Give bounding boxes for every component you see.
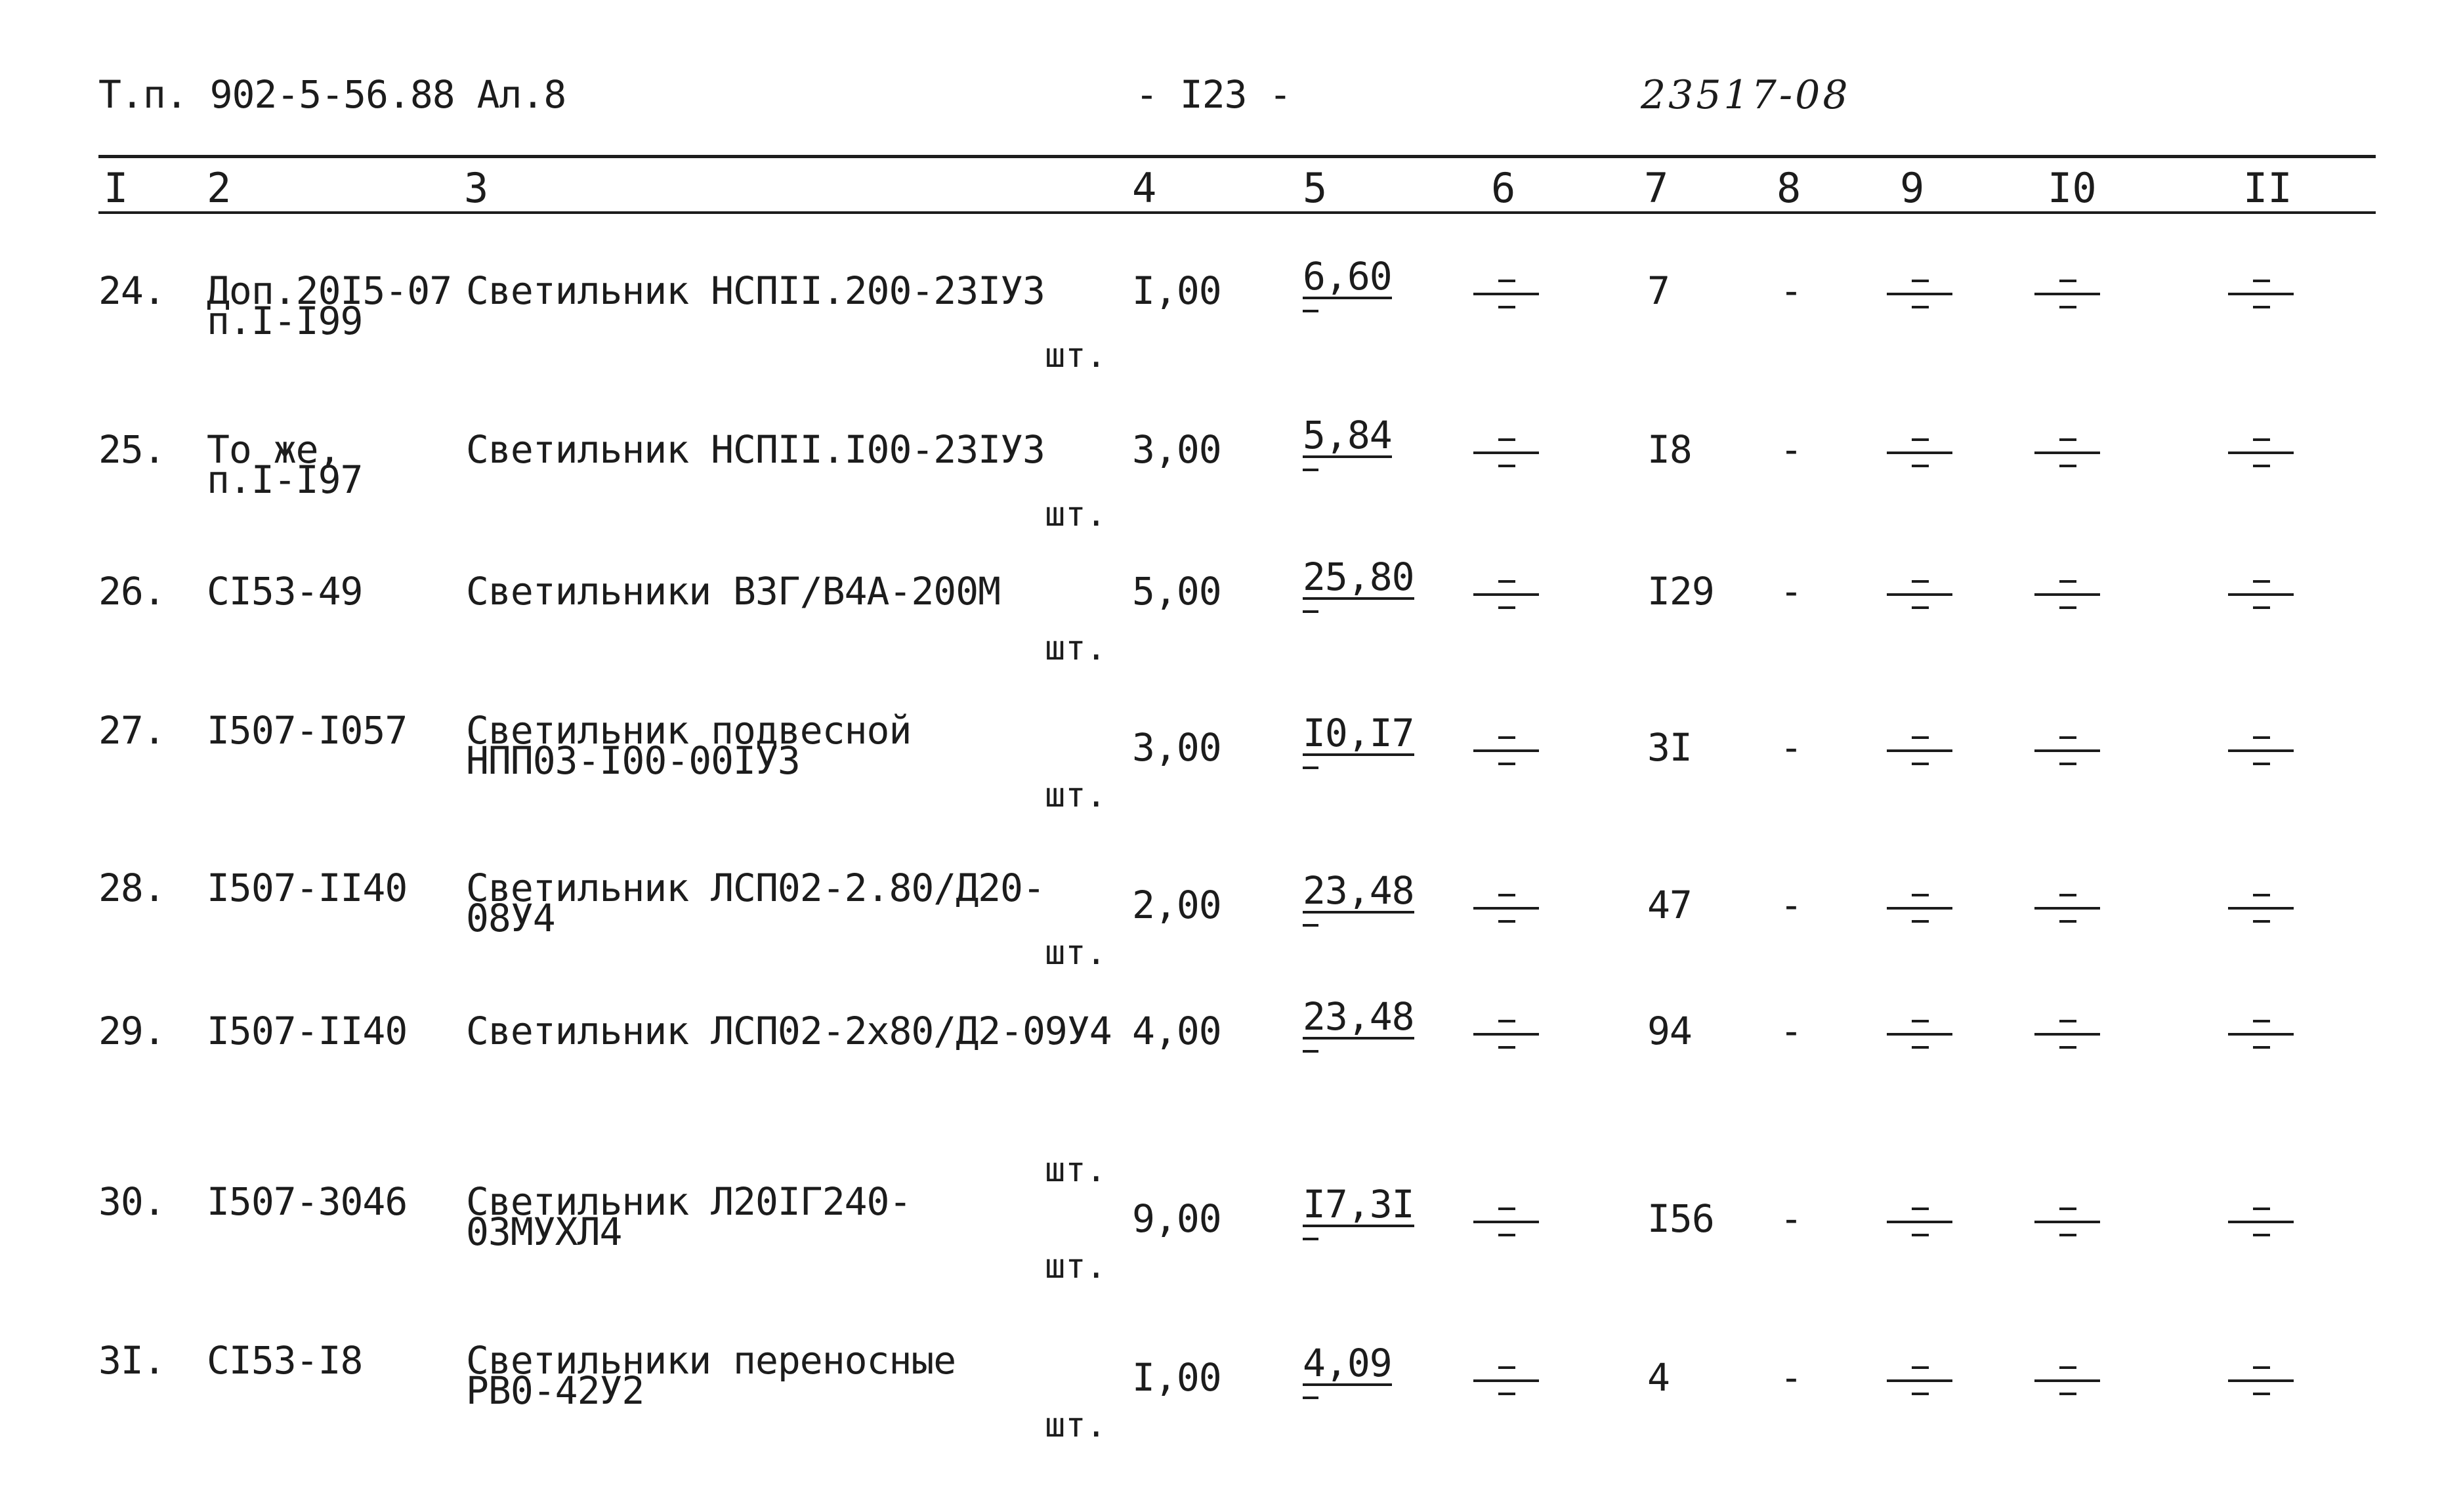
column-8-value: - xyxy=(1780,1196,1802,1241)
ditto-mark xyxy=(2034,1366,2100,1395)
column-8-value: - xyxy=(1780,569,1802,614)
quantity: 3,00 xyxy=(1132,725,1221,770)
ditto-mark xyxy=(2228,438,2294,467)
ditto-mark xyxy=(2228,280,2294,308)
ditto-mark xyxy=(2034,438,2100,467)
total-cost: I56 xyxy=(1647,1196,1714,1241)
column-8-value: - xyxy=(1780,268,1802,313)
column-8-value: - xyxy=(1780,883,1802,927)
column-number: 2 xyxy=(207,164,232,212)
unit: шт. xyxy=(1045,629,1106,668)
column-number: I xyxy=(104,164,129,212)
unit-price: 23,48 xyxy=(1303,998,1414,1053)
unit-price: 6,60 xyxy=(1303,257,1392,312)
ditto-mark xyxy=(2228,1208,2294,1236)
total-cost: 4 xyxy=(1647,1355,1670,1400)
quantity: 5,00 xyxy=(1132,569,1221,614)
page-number: - I23 - xyxy=(1135,72,1292,117)
ditto-mark xyxy=(1887,1208,1952,1236)
ditto-mark xyxy=(2228,736,2294,765)
unit-price: I7,3I xyxy=(1303,1185,1414,1240)
column-8-value: - xyxy=(1780,1355,1802,1400)
column-number: I0 xyxy=(2048,164,2097,212)
ditto-mark xyxy=(2034,280,2100,308)
unit: шт. xyxy=(1045,776,1106,815)
ditto-mark xyxy=(2228,1366,2294,1395)
column-number: 4 xyxy=(1132,164,1157,212)
quantity: I,00 xyxy=(1132,268,1221,313)
reference: I507-3046 xyxy=(207,1179,408,1224)
ditto-mark xyxy=(2034,736,2100,765)
ditto-mark-col6 xyxy=(1473,438,1539,467)
unit: шт. xyxy=(1045,1406,1106,1445)
quantity: I,00 xyxy=(1132,1355,1221,1400)
reference: I507-I057 xyxy=(207,708,408,753)
column-number: 3 xyxy=(464,164,489,212)
item-number: 26. xyxy=(98,569,165,614)
item-number: 25. xyxy=(98,427,165,472)
ditto-mark-col6 xyxy=(1473,736,1539,765)
item-number: 3I. xyxy=(98,1338,165,1383)
unit-price: 5,84 xyxy=(1303,416,1392,471)
column-number: 6 xyxy=(1491,164,1516,212)
ditto-mark xyxy=(2034,1208,2100,1236)
handwritten-number: 23517-08 xyxy=(1641,72,1851,118)
header-rule-top xyxy=(98,155,2376,158)
ditto-mark xyxy=(2034,1020,2100,1049)
document-code: Т.п. 902-5-56.88 Ал.8 xyxy=(98,72,566,117)
ditto-mark xyxy=(2034,894,2100,923)
total-cost: 94 xyxy=(1647,1009,1692,1053)
column-number: 8 xyxy=(1777,164,1801,212)
column-number: 7 xyxy=(1644,164,1669,212)
reference: Доп.20I5-07 п.I-I99 xyxy=(207,268,452,343)
unit-price: I0,I7 xyxy=(1303,714,1414,769)
item-number: 29. xyxy=(98,1009,165,1053)
ditto-mark xyxy=(2228,1020,2294,1049)
item-number: 28. xyxy=(98,866,165,910)
ditto-mark xyxy=(1887,580,1952,609)
item-description: Светильник ЛСП02-2х80/Д2-09У4 xyxy=(466,1009,1112,1053)
total-cost: 47 xyxy=(1647,883,1692,927)
item-description: Светильник Л20IГ240- 03МУХЛ4 xyxy=(466,1179,912,1254)
column-number: 9 xyxy=(1900,164,1925,212)
ditto-mark xyxy=(1887,1020,1952,1049)
ditto-mark-col6 xyxy=(1473,894,1539,923)
ditto-mark xyxy=(2228,894,2294,923)
ditto-mark xyxy=(1887,280,1952,308)
ditto-mark-col6 xyxy=(1473,580,1539,609)
item-description: Светильник ЛСП02-2.80/Д20- 08У4 xyxy=(466,866,1045,940)
total-cost: I8 xyxy=(1647,427,1692,472)
quantity: 4,00 xyxy=(1132,1009,1221,1053)
unit-price: 25,80 xyxy=(1303,558,1414,613)
quantity: 9,00 xyxy=(1132,1196,1221,1241)
reference: СI53-49 xyxy=(207,569,363,614)
column-8-value: - xyxy=(1780,1009,1802,1053)
unit: шт. xyxy=(1045,336,1106,375)
item-number: 30. xyxy=(98,1179,165,1224)
item-description: Светильник НСПII.200-23IУ3 xyxy=(466,268,1045,313)
reference: То же, п.I-I97 xyxy=(207,427,363,502)
ditto-mark xyxy=(1887,1366,1952,1395)
column-8-value: - xyxy=(1780,725,1802,770)
item-number: 24. xyxy=(98,268,165,313)
header-rule-bottom xyxy=(98,211,2376,214)
quantity: 2,00 xyxy=(1132,883,1221,927)
item-description: Светильники переносные РВ0-42У2 xyxy=(466,1338,956,1413)
ditto-mark xyxy=(2228,580,2294,609)
ditto-mark xyxy=(1887,894,1952,923)
item-description: Светильник подвесной НПП03-I00-00IУ3 xyxy=(466,708,912,783)
ditto-mark-col6 xyxy=(1473,1020,1539,1049)
item-number: 27. xyxy=(98,708,165,753)
ditto-mark xyxy=(2034,580,2100,609)
quantity: 3,00 xyxy=(1132,427,1221,472)
unit: шт. xyxy=(1045,1247,1106,1286)
unit: шт. xyxy=(1045,495,1106,534)
unit-price: 4,09 xyxy=(1303,1344,1392,1399)
item-description: Светильники ВЗГ/В4А-200М xyxy=(466,569,1001,614)
reference: I507-II40 xyxy=(207,1009,408,1053)
total-cost: 7 xyxy=(1647,268,1670,313)
item-description: Светильник НСПII.I00-23IУ3 xyxy=(466,427,1045,472)
ditto-mark-col6 xyxy=(1473,280,1539,308)
column-number: 5 xyxy=(1303,164,1328,212)
ditto-mark-col6 xyxy=(1473,1366,1539,1395)
unit: шт. xyxy=(1045,1150,1106,1190)
reference: I507-II40 xyxy=(207,866,408,910)
column-number: II xyxy=(2243,164,2292,212)
ditto-mark-col6 xyxy=(1473,1208,1539,1236)
column-8-value: - xyxy=(1780,427,1802,472)
total-cost: I29 xyxy=(1647,569,1714,614)
unit-price: 23,48 xyxy=(1303,872,1414,927)
ditto-mark xyxy=(1887,438,1952,467)
ditto-mark xyxy=(1887,736,1952,765)
reference: СI53-I8 xyxy=(207,1338,363,1383)
total-cost: 3I xyxy=(1647,725,1692,770)
unit: шт. xyxy=(1045,933,1106,973)
